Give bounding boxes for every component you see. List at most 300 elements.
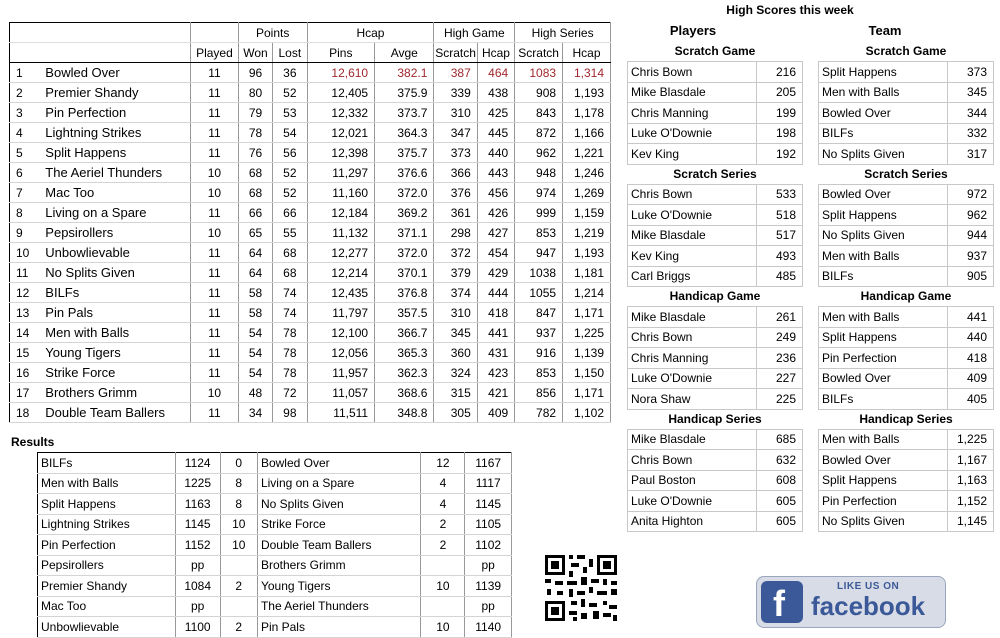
- standing-rank: 12: [10, 283, 44, 303]
- col-won: Won: [238, 43, 272, 63]
- score-name: Split Happens: [819, 205, 948, 226]
- standing-team: Premier Shandy: [43, 83, 190, 103]
- standing-pins: 12,435: [307, 283, 375, 303]
- team-score-row: [819, 389, 994, 410]
- score-name: No Splits Given: [819, 225, 948, 246]
- score-value: 685: [757, 429, 803, 450]
- team-score-row: [819, 103, 994, 124]
- standing-hs-scratch: 962: [515, 143, 563, 163]
- standing-played: 11: [191, 403, 239, 423]
- score-value: 261: [757, 307, 803, 328]
- result-home-team: Men with Balls: [38, 473, 176, 494]
- standings-row: [10, 403, 611, 423]
- standing-avge: 371.1: [375, 223, 434, 243]
- score-name: Kev King: [628, 246, 757, 267]
- standing-hs-hcap: 1,159: [563, 203, 611, 223]
- team-score-table: [818, 184, 994, 288]
- standing-hs-scratch: 856: [515, 383, 563, 403]
- col-hs-hcap: Hcap: [563, 43, 611, 63]
- score-name: No Splits Given: [819, 144, 948, 165]
- players-score-row: [628, 205, 803, 226]
- standing-hg-hcap: 444: [477, 283, 514, 303]
- standing-lost: 56: [273, 143, 307, 163]
- facebook-badge[interactable]: [756, 576, 946, 628]
- facebook-letter: f: [773, 583, 785, 624]
- standings-row: [10, 363, 611, 383]
- standing-avge: 373.7: [375, 103, 434, 123]
- result-row: [38, 494, 512, 515]
- score-name: Luke O'Downie: [628, 205, 757, 226]
- standing-won: 66: [238, 203, 272, 223]
- players-section-title: Scratch Game: [674, 44, 756, 58]
- players-score-row: [628, 368, 803, 389]
- result-row: [38, 453, 512, 474]
- standing-lost: 68: [273, 263, 307, 283]
- standing-rank: 1: [10, 63, 44, 83]
- standing-rank: 4: [10, 123, 44, 143]
- players-score-table: [627, 61, 803, 165]
- team-title: Team: [868, 23, 902, 38]
- team-score-row: [819, 511, 994, 532]
- result-row: [38, 514, 512, 535]
- standing-avge: 372.0: [375, 183, 434, 203]
- result-row: [38, 535, 512, 556]
- result-away-points: [421, 596, 465, 617]
- result-away-score: 1105: [465, 514, 512, 535]
- team-score-row: [819, 225, 994, 246]
- standing-lost: 52: [273, 163, 307, 183]
- standing-avge: 368.6: [375, 383, 434, 403]
- standing-avge: 357.5: [375, 303, 434, 323]
- score-name: Bowled Over: [819, 450, 948, 471]
- score-value: 1,145: [948, 511, 994, 532]
- standing-pins: 12,214: [307, 263, 375, 283]
- result-away-points: 2: [421, 535, 465, 556]
- standing-hg-hcap: 431: [477, 343, 514, 363]
- standing-won: 96: [238, 63, 272, 83]
- team-section-title: Handicap Series: [859, 411, 953, 426]
- result-away-points: [421, 555, 465, 576]
- standing-hs-hcap: 1,269: [563, 183, 611, 203]
- result-home-score: 1084: [175, 576, 220, 597]
- standing-played: 11: [191, 123, 239, 143]
- score-value: 418: [948, 348, 994, 369]
- standing-team: The Aeriel Thunders: [43, 163, 190, 183]
- results-table: [37, 452, 512, 638]
- standing-avge: 382.1: [375, 63, 434, 83]
- score-value: 905: [948, 266, 994, 287]
- result-away-score: 1167: [465, 453, 512, 474]
- standing-hg-hcap: 409: [477, 403, 514, 423]
- col-hs-scratch: Scratch: [515, 43, 563, 63]
- standings-row: [10, 103, 611, 123]
- standing-team: Double Team Ballers: [43, 403, 190, 423]
- standing-hg-hcap: 445: [477, 123, 514, 143]
- standing-won: 76: [238, 143, 272, 163]
- standing-pins: 12,398: [307, 143, 375, 163]
- score-value: 605: [757, 511, 803, 532]
- team-score-row: [819, 307, 994, 328]
- team-score-row: [819, 348, 994, 369]
- standing-rank: 8: [10, 203, 44, 223]
- standing-avge: 370.1: [375, 263, 434, 283]
- standing-rank: 6: [10, 163, 44, 183]
- standing-pins: 12,021: [307, 123, 375, 143]
- standing-avge: 364.3: [375, 123, 434, 143]
- standing-pins: 12,405: [307, 83, 375, 103]
- standing-hs-scratch: 1083: [515, 63, 563, 83]
- result-away-team: Living on a Spare: [257, 473, 421, 494]
- score-value: 493: [757, 246, 803, 267]
- standing-hs-hcap: 1,102: [563, 403, 611, 423]
- players-score-row: [628, 246, 803, 267]
- standing-played: 11: [191, 143, 239, 163]
- result-home-points: 2: [220, 576, 257, 597]
- standings-row: [10, 143, 611, 163]
- standing-team: BILFs: [43, 283, 190, 303]
- standing-avge: 376.6: [375, 163, 434, 183]
- standing-team: Men with Balls: [43, 323, 190, 343]
- standing-rank: 17: [10, 383, 44, 403]
- players-score-row: [628, 450, 803, 471]
- standing-lost: 52: [273, 83, 307, 103]
- score-name: BILFs: [819, 266, 948, 287]
- result-away-points: 4: [421, 473, 465, 494]
- result-home-team: Mac Too: [38, 596, 176, 617]
- standing-pins: 11,957: [307, 363, 375, 383]
- score-name: Luke O'Downie: [628, 123, 757, 144]
- standing-rank: 14: [10, 323, 44, 343]
- score-value: 192: [757, 144, 803, 165]
- players-score-row: [628, 327, 803, 348]
- standing-hs-scratch: 916: [515, 343, 563, 363]
- result-row: [38, 596, 512, 617]
- result-home-team: Split Happens: [38, 494, 176, 515]
- score-name: Split Happens: [819, 470, 948, 491]
- standing-hs-scratch: 782: [515, 403, 563, 423]
- score-name: Mike Blasdale: [628, 429, 757, 450]
- standing-hs-hcap: 1,221: [563, 143, 611, 163]
- high-scores-title: High Scores this week: [726, 3, 854, 17]
- standing-hs-hcap: 1,225: [563, 323, 611, 343]
- standing-hg-scratch: 366: [434, 163, 477, 183]
- players-score-table: [627, 184, 803, 288]
- standing-hg-scratch: 387: [434, 63, 477, 83]
- like-us-tagline: LIKE US ON: [837, 581, 900, 592]
- score-name: Carl Briggs: [628, 266, 757, 287]
- col-avge: Avge: [375, 43, 434, 63]
- score-name: Chris Manning: [628, 348, 757, 369]
- standing-played: 11: [191, 203, 239, 223]
- standings-row: [10, 263, 611, 283]
- result-away-score: 1140: [465, 617, 512, 638]
- players-title: Players: [669, 23, 717, 38]
- team-score-row: [819, 205, 994, 226]
- standing-pins: 12,277: [307, 243, 375, 263]
- players-score-row: [628, 82, 803, 103]
- players-score-row: [628, 429, 803, 450]
- col-played: Played: [191, 43, 239, 63]
- score-value: 944: [948, 225, 994, 246]
- result-row: [38, 555, 512, 576]
- standing-hs-hcap: 1,171: [563, 383, 611, 403]
- col-hg-hcap: Hcap: [477, 43, 514, 63]
- standing-rank: 16: [10, 363, 44, 383]
- score-value: 198: [757, 123, 803, 144]
- standing-hg-hcap: 427: [477, 223, 514, 243]
- score-value: 205: [757, 82, 803, 103]
- standing-hg-hcap: 454: [477, 243, 514, 263]
- standing-avge: 365.3: [375, 343, 434, 363]
- facebook-wordmark: facebook: [811, 591, 926, 621]
- standings-row: [10, 303, 611, 323]
- standing-pins: 11,160: [307, 183, 375, 203]
- standing-hs-scratch: 908: [515, 83, 563, 103]
- standing-pins: 12,610: [307, 63, 375, 83]
- player-high-scores: [627, 42, 803, 532]
- score-value: 518: [757, 205, 803, 226]
- standing-rank: 5: [10, 143, 44, 163]
- team-high-scores: [818, 42, 994, 532]
- result-away-score: 1139: [465, 576, 512, 597]
- team-score-row: [819, 266, 994, 287]
- standing-hs-hcap: 1,166: [563, 123, 611, 143]
- standing-won: 64: [238, 243, 272, 263]
- standing-rank: 7: [10, 183, 44, 203]
- standing-won: 68: [238, 183, 272, 203]
- standing-hs-scratch: 872: [515, 123, 563, 143]
- standing-hg-scratch: 379: [434, 263, 477, 283]
- result-home-points: 8: [220, 494, 257, 515]
- standings-row: [10, 243, 611, 263]
- team-score-row: [819, 246, 994, 267]
- result-home-team: Pepsirollers: [38, 555, 176, 576]
- standing-rank: 9: [10, 223, 44, 243]
- standing-rank: 13: [10, 303, 44, 323]
- result-home-points: [220, 596, 257, 617]
- standing-rank: 18: [10, 403, 44, 423]
- standing-won: 78: [238, 123, 272, 143]
- standing-hg-hcap: 438: [477, 83, 514, 103]
- score-name: Luke O'Downie: [628, 368, 757, 389]
- standing-hs-scratch: 947: [515, 243, 563, 263]
- standing-lost: 78: [273, 343, 307, 363]
- score-value: 1,225: [948, 429, 994, 450]
- result-home-team: Pin Perfection: [38, 535, 176, 556]
- standing-hs-hcap: 1,181: [563, 263, 611, 283]
- standing-played: 11: [191, 63, 239, 83]
- standing-played: 10: [191, 223, 239, 243]
- score-name: Bowled Over: [819, 103, 948, 124]
- players-score-row: [628, 348, 803, 369]
- score-value: 373: [948, 62, 994, 83]
- standings-row: [10, 323, 611, 343]
- standing-won: 54: [238, 363, 272, 383]
- standing-hg-scratch: 374: [434, 283, 477, 303]
- team-score-table: [818, 306, 994, 410]
- score-value: 227: [757, 368, 803, 389]
- standing-hs-scratch: 843: [515, 103, 563, 123]
- result-away-team: The Aeriel Thunders: [257, 596, 421, 617]
- standing-team: Lightning Strikes: [43, 123, 190, 143]
- team-score-row: [819, 62, 994, 83]
- standing-hg-scratch: 373: [434, 143, 477, 163]
- standing-hg-scratch: 376: [434, 183, 477, 203]
- team-score-table: [818, 61, 994, 165]
- standing-hs-hcap: 1,193: [563, 243, 611, 263]
- standing-lost: 74: [273, 283, 307, 303]
- result-away-team: No Splits Given: [257, 494, 421, 515]
- standing-won: 65: [238, 223, 272, 243]
- standing-hg-hcap: 441: [477, 323, 514, 343]
- team-score-row: [819, 429, 994, 450]
- standing-hg-scratch: 339: [434, 83, 477, 103]
- score-name: Nora Shaw: [628, 389, 757, 410]
- score-value: 937: [948, 246, 994, 267]
- score-value: 236: [757, 348, 803, 369]
- col-lost: Lost: [273, 43, 307, 63]
- players-score-row: [628, 123, 803, 144]
- standings-row: [10, 283, 611, 303]
- standing-avge: 372.0: [375, 243, 434, 263]
- standing-played: 11: [191, 243, 239, 263]
- standing-hg-hcap: 443: [477, 163, 514, 183]
- standing-won: 58: [238, 283, 272, 303]
- standing-rank: 3: [10, 103, 44, 123]
- score-value: 440: [948, 327, 994, 348]
- score-value: 1,167: [948, 450, 994, 471]
- score-value: 199: [757, 103, 803, 124]
- standing-lost: 53: [273, 103, 307, 123]
- standing-hs-scratch: 853: [515, 363, 563, 383]
- standing-won: 54: [238, 343, 272, 363]
- standing-avge: 348.8: [375, 403, 434, 423]
- standing-avge: 369.2: [375, 203, 434, 223]
- score-name: Bowled Over: [819, 184, 948, 205]
- score-value: 608: [757, 470, 803, 491]
- team-score-row: [819, 184, 994, 205]
- standing-hg-scratch: 298: [434, 223, 477, 243]
- standing-won: 34: [238, 403, 272, 423]
- result-home-points: 10: [220, 535, 257, 556]
- standing-won: 58: [238, 303, 272, 323]
- standing-hs-scratch: 999: [515, 203, 563, 223]
- standings-row: [10, 223, 611, 243]
- result-home-points: 8: [220, 473, 257, 494]
- result-away-team: Brothers Grimm: [257, 555, 421, 576]
- standing-hs-scratch: 974: [515, 183, 563, 203]
- standing-hg-scratch: 361: [434, 203, 477, 223]
- players-score-row: [628, 62, 803, 83]
- result-away-team: Strike Force: [257, 514, 421, 535]
- score-name: Men with Balls: [819, 82, 948, 103]
- standing-hs-hcap: 1,150: [563, 363, 611, 383]
- results-title: Results: [11, 435, 55, 449]
- facebook-logo-icon: [761, 581, 803, 623]
- standing-hg-hcap: 456: [477, 183, 514, 203]
- standings-row: [10, 383, 611, 403]
- standing-hs-scratch: 1038: [515, 263, 563, 283]
- standing-pins: 11,132: [307, 223, 375, 243]
- standing-hs-hcap: 1,178: [563, 103, 611, 123]
- standing-won: 48: [238, 383, 272, 403]
- score-name: BILFs: [819, 389, 948, 410]
- standing-team: Split Happens: [43, 143, 190, 163]
- standing-pins: 12,184: [307, 203, 375, 223]
- standing-avge: 375.7: [375, 143, 434, 163]
- standing-lost: 54: [273, 123, 307, 143]
- score-name: Chris Bown: [628, 184, 757, 205]
- team-section-title: Scratch Series: [864, 166, 948, 181]
- result-home-team: Lightning Strikes: [38, 514, 176, 535]
- standing-hs-scratch: 937: [515, 323, 563, 343]
- standing-played: 11: [191, 283, 239, 303]
- standing-pins: 12,056: [307, 343, 375, 363]
- score-value: 485: [757, 266, 803, 287]
- standings-row: [10, 343, 611, 363]
- result-home-score: 1152: [175, 535, 220, 556]
- standing-pins: 12,100: [307, 323, 375, 343]
- standing-won: 54: [238, 323, 272, 343]
- result-home-score: 1100: [175, 617, 220, 638]
- score-name: Paul Boston: [628, 470, 757, 491]
- standing-won: 80: [238, 83, 272, 103]
- standing-team: Brothers Grimm: [43, 383, 190, 403]
- standing-avge: 376.8: [375, 283, 434, 303]
- result-row: [38, 617, 512, 638]
- result-away-points: 4: [421, 494, 465, 515]
- standing-pins: 11,797: [307, 303, 375, 323]
- standing-hg-scratch: 315: [434, 383, 477, 403]
- result-away-team: Pin Pals: [257, 617, 421, 638]
- standing-avge: 362.3: [375, 363, 434, 383]
- players-section-title: Handicap Game: [669, 289, 761, 303]
- standing-hs-scratch: 948: [515, 163, 563, 183]
- standings-row: [10, 183, 611, 203]
- score-value: 533: [757, 184, 803, 205]
- standing-hg-scratch: 345: [434, 323, 477, 343]
- players-score-row: [628, 389, 803, 410]
- team-score-row: [819, 491, 994, 512]
- score-value: 517: [757, 225, 803, 246]
- team-score-row: [819, 123, 994, 144]
- standing-team: Bowled Over: [43, 63, 190, 83]
- result-away-points: 12: [421, 453, 465, 474]
- standing-team: Pin Perfection: [43, 103, 190, 123]
- standings-column-header: [10, 43, 611, 63]
- high-game-header: High Game: [434, 23, 515, 43]
- result-away-score: 1145: [465, 494, 512, 515]
- players-section-title: Scratch Series: [673, 166, 757, 181]
- result-away-points: 10: [421, 617, 465, 638]
- standing-avge: 366.7: [375, 323, 434, 343]
- players-score-row: [628, 144, 803, 165]
- col-pins: Pins: [307, 43, 375, 63]
- players-score-row: [628, 470, 803, 491]
- team-score-table: [818, 429, 994, 533]
- standing-lost: 55: [273, 223, 307, 243]
- standing-lost: 68: [273, 243, 307, 263]
- standing-won: 68: [238, 163, 272, 183]
- team-section-title: Scratch Game: [865, 44, 947, 58]
- score-name: Split Happens: [819, 62, 948, 83]
- score-value: 216: [757, 62, 803, 83]
- result-away-score: 1117: [465, 473, 512, 494]
- standing-hg-hcap: 429: [477, 263, 514, 283]
- standing-hs-hcap: 1,171: [563, 303, 611, 323]
- standing-team: Strike Force: [43, 363, 190, 383]
- result-home-points: [220, 555, 257, 576]
